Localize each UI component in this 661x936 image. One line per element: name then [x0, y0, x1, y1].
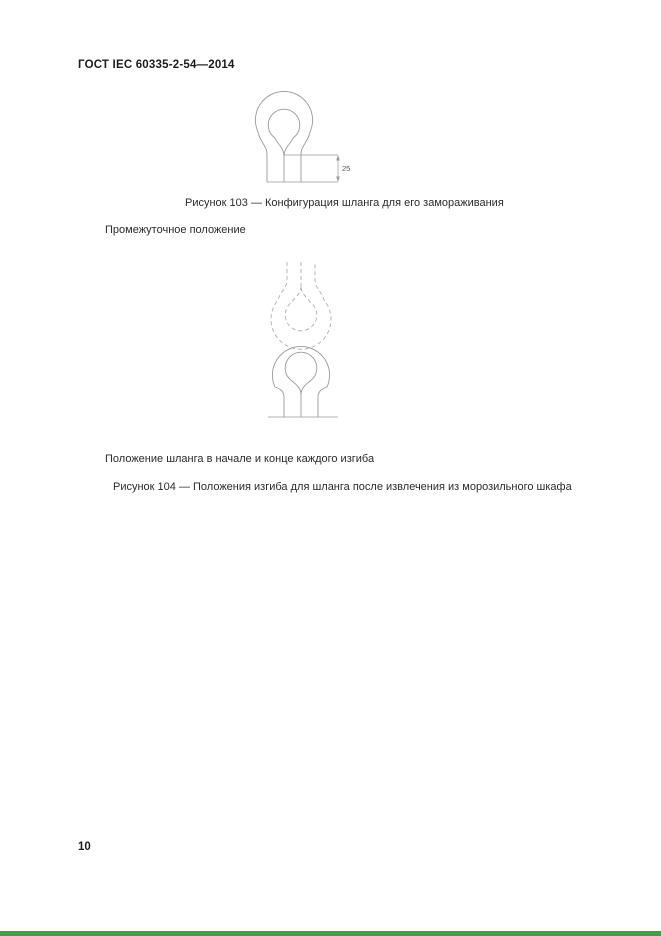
page-number: 10 [78, 841, 91, 853]
figure-104-solid-loop-outline [268, 346, 338, 417]
intermediate-position-label: Промежуточное положение [105, 224, 246, 236]
figure-104-intermediate-dashed-outline [271, 262, 331, 349]
document-header-title: ГОСТ IEC 60335-2-54—2014 [78, 59, 235, 71]
figure-104-caption: Рисунок 104 — Положения изгиба для шланга после извлечения из морозильного шкафа [113, 481, 572, 493]
figure-104-hose-bend-drawing [255, 257, 351, 423]
figure-103-hose-outline [255, 91, 312, 182]
footer-accent-bar [0, 931, 661, 936]
figure-103-caption: Рисунок 103 — Конфигурация шланга для его замораживания [185, 197, 504, 209]
figure-103-hose-loop-drawing [250, 88, 370, 188]
bend-position-label: Положение шланга в начале и конце каждого изгиба [105, 453, 375, 465]
figure-103-dimension-label: 25 [342, 164, 351, 173]
figure-103-dimension-lines [267, 155, 338, 182]
